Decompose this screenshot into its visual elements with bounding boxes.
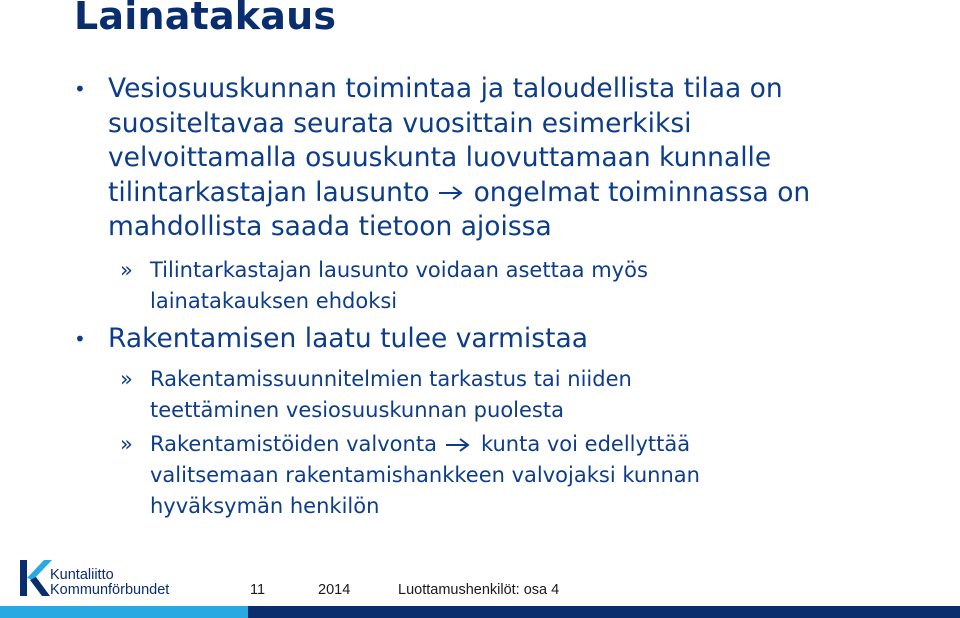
bullet-1-arrow-after: ongelmat toiminnassa on xyxy=(473,176,811,208)
bullet-1-line-4 xyxy=(108,176,928,211)
slide-title: Lainatakaus xyxy=(74,0,337,38)
bullet-1-line-5: mahdollista saada tietoon ajoissa xyxy=(108,211,552,242)
sub-bullet-1-1-line-2: lainatakauksen ehdoksi xyxy=(150,289,398,313)
sub-bullet-2-1-line-1: Rakentamissuunnitelmien tarkastus tai niiden xyxy=(150,367,632,391)
bullet-2-line-1: Rakentamisen laatu tulee varmistaa xyxy=(108,323,588,354)
right-arrow-icon xyxy=(445,438,471,452)
bullet-marker: • xyxy=(74,77,86,101)
sub-bullet-2-2-line-2: valitsemaan rakentamishankkeen valvojaksi kunnan xyxy=(150,463,700,487)
footer-year: 2014 xyxy=(318,582,351,598)
bullet-marker: • xyxy=(74,327,86,351)
bullet-1 xyxy=(74,72,928,245)
logo-line-1: Kuntaliitto xyxy=(50,567,114,583)
sub-bullet-marker: » xyxy=(120,432,133,456)
sub-bullet-2-2-line-1 xyxy=(150,429,910,460)
sub-bullet-marker: » xyxy=(120,367,133,391)
right-arrow-icon xyxy=(438,186,464,200)
footer-presentation-title: Luottamushenkilöt: osa 4 xyxy=(398,582,560,598)
bullet-1-line-2: suositeltavaa seurata vuosittain esimerkiksi xyxy=(108,107,692,139)
sub-bullet-2-2-arrow-after: kunta voi edellyttää xyxy=(480,432,691,456)
sub-bullet-2-1 xyxy=(120,364,910,426)
footer-bar xyxy=(0,606,960,618)
sub-bullet-1-1 xyxy=(120,255,910,317)
bullet-2 xyxy=(74,322,928,357)
logo-line-2: Kommunförbundet xyxy=(50,582,170,598)
sub-bullet-2-2 xyxy=(120,429,910,522)
sub-bullet-2-2-line-3: hyväksymän henkilön xyxy=(150,494,380,518)
bullet-1-line-1: Vesiosuuskunnan toimintaa ja taloudellista tilaa on xyxy=(108,73,783,104)
logo-text xyxy=(50,568,169,598)
sub-bullet-marker: » xyxy=(120,258,133,282)
bullet-1-line-3: velvoittamalla osuuskunta luovuttamaan kunnalle xyxy=(108,142,772,173)
sub-bullet-2-2-arrow-before: Rakentamistöiden valvonta xyxy=(150,432,437,456)
footer-bar-accent xyxy=(0,606,248,618)
bullet-1-arrow-before: tilintarkastajan lausunto xyxy=(108,176,430,208)
page-number: 11 xyxy=(250,582,266,598)
sub-bullet-2-1-line-2: teettäminen vesiosuuskunnan puolesta xyxy=(150,398,564,422)
sub-bullet-1-1-line-1: Tilintarkastajan lausunto voidaan asettaa myös xyxy=(150,258,648,282)
